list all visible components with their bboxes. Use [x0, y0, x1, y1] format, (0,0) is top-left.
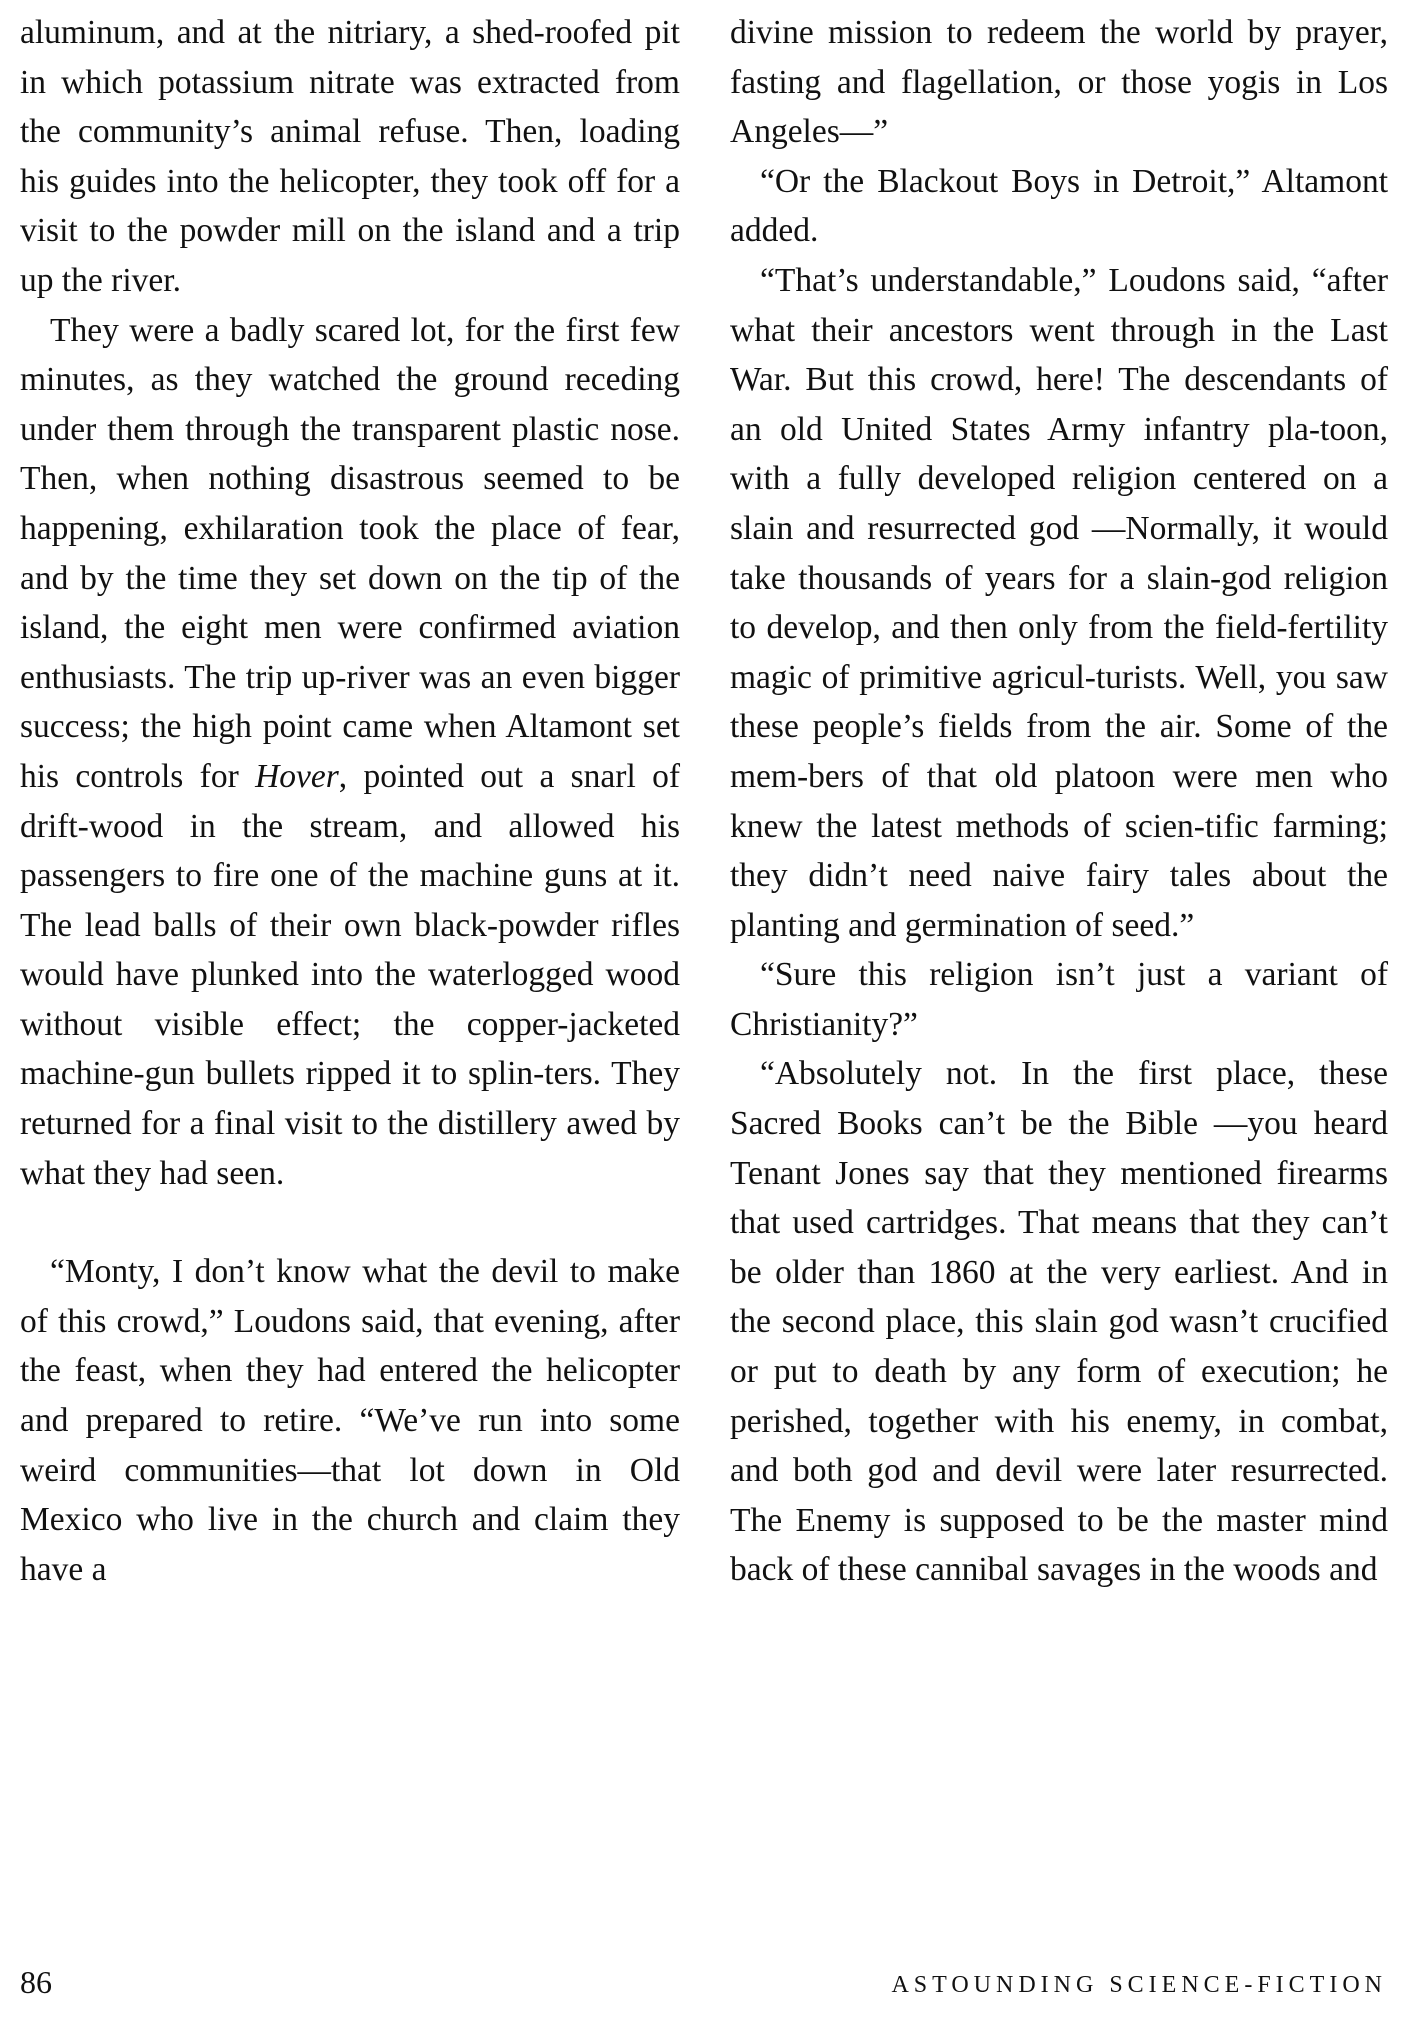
paragraph: “Absolutely not. In the first place, these Sacred Books can’t be the Bible —you heard Tenant Jones say that they mentioned firearms that used cartridges. That means that they can’t be older than 1860 at the very earliest. And in the second place, this slain god wasn’t crucified or put to death by any form of execution; he perished, together with his enemy, in combat, and both god and devil were later resurrected. The Enemy is supposed to be the master mind back of these cannibal savages in the woods and — [730, 1055, 1388, 1589]
left-column — [20, 8, 680, 1594]
paragraph — [20, 306, 680, 1199]
paragraph: “That’s understandable,” Loudons said, “after what their ancestors went through in the Last War. But this crowd, here! The descendants of an old United States Army infantry pla-toon, with a fully developed religion centered on a slain and resurrected god —Normally, it would take thousands of years for a slain-god religion to develop, and then only from the field-fertility magic of primitive agricul-turists. Well, you saw these people’s fields from the air. Some of the mem-bers of that old platoon were men who knew the latest methods of scien-tific farming; they didn’t need naive fairy tales about the planting and germination of seed.” — [730, 261, 1388, 944]
paragraph-text: , pointed out a snarl of drift-wood in the stream, and allowed his passengers to fire one of the machine guns at it. The lead balls of their own black-powder rifles would have plunked into the waterlogged wood without visible effect; the copper-jacketed machine-gun bullets ripped it to splin-ters. They returned for a final visit to the distillery awed by what they had seen. — [20, 757, 680, 1192]
right-column — [730, 8, 1388, 1595]
page-number: 86 — [20, 1964, 52, 2000]
paragraph: aluminum, and at the nitriary, a shed-roofed pit in which potassium nitrate was extracted from the community’s animal refuse. Then, loading his guides into the helicopter, they took off for a visit to the powder mill on the island and a trip up the river. — [20, 14, 680, 299]
italic-word: Hover — [255, 757, 339, 795]
running-footer-title: ASTOUNDING SCIENCE-FICTION — [891, 1972, 1387, 1998]
paragraph: “Sure this religion isn’t just a variant of Christianity?” — [730, 956, 1388, 1043]
paragraph: “Or the Blackout Boys in Detroit,” Altamont added. — [730, 162, 1388, 250]
paragraph-text: They were a badly scared lot, for the first few minutes, as they watched the ground receding under them through the transparent plastic nose. Then, when nothing disastrous seemed to be happening, exhilaration took the place of fear, and by the time they set down on the tip of the island, the eight men were confirmed aviation enthusiasts. The trip up-river was an even bigger success; the high point came when Altamont set his controls for — [20, 311, 680, 795]
paragraph: divine mission to redeem the world by prayer, fasting and flagellation, or those yogis in Los Angeles—” — [730, 14, 1388, 151]
paragraph: “Monty, I don’t know what the devil to make of this crowd,” Loudons said, that evening, after the feast, when they had entered the helicopter and prepared to retire. “We’ve run into some weird communities—that lot down in Old Mexico who live in the church and claim they have a — [20, 1253, 680, 1588]
